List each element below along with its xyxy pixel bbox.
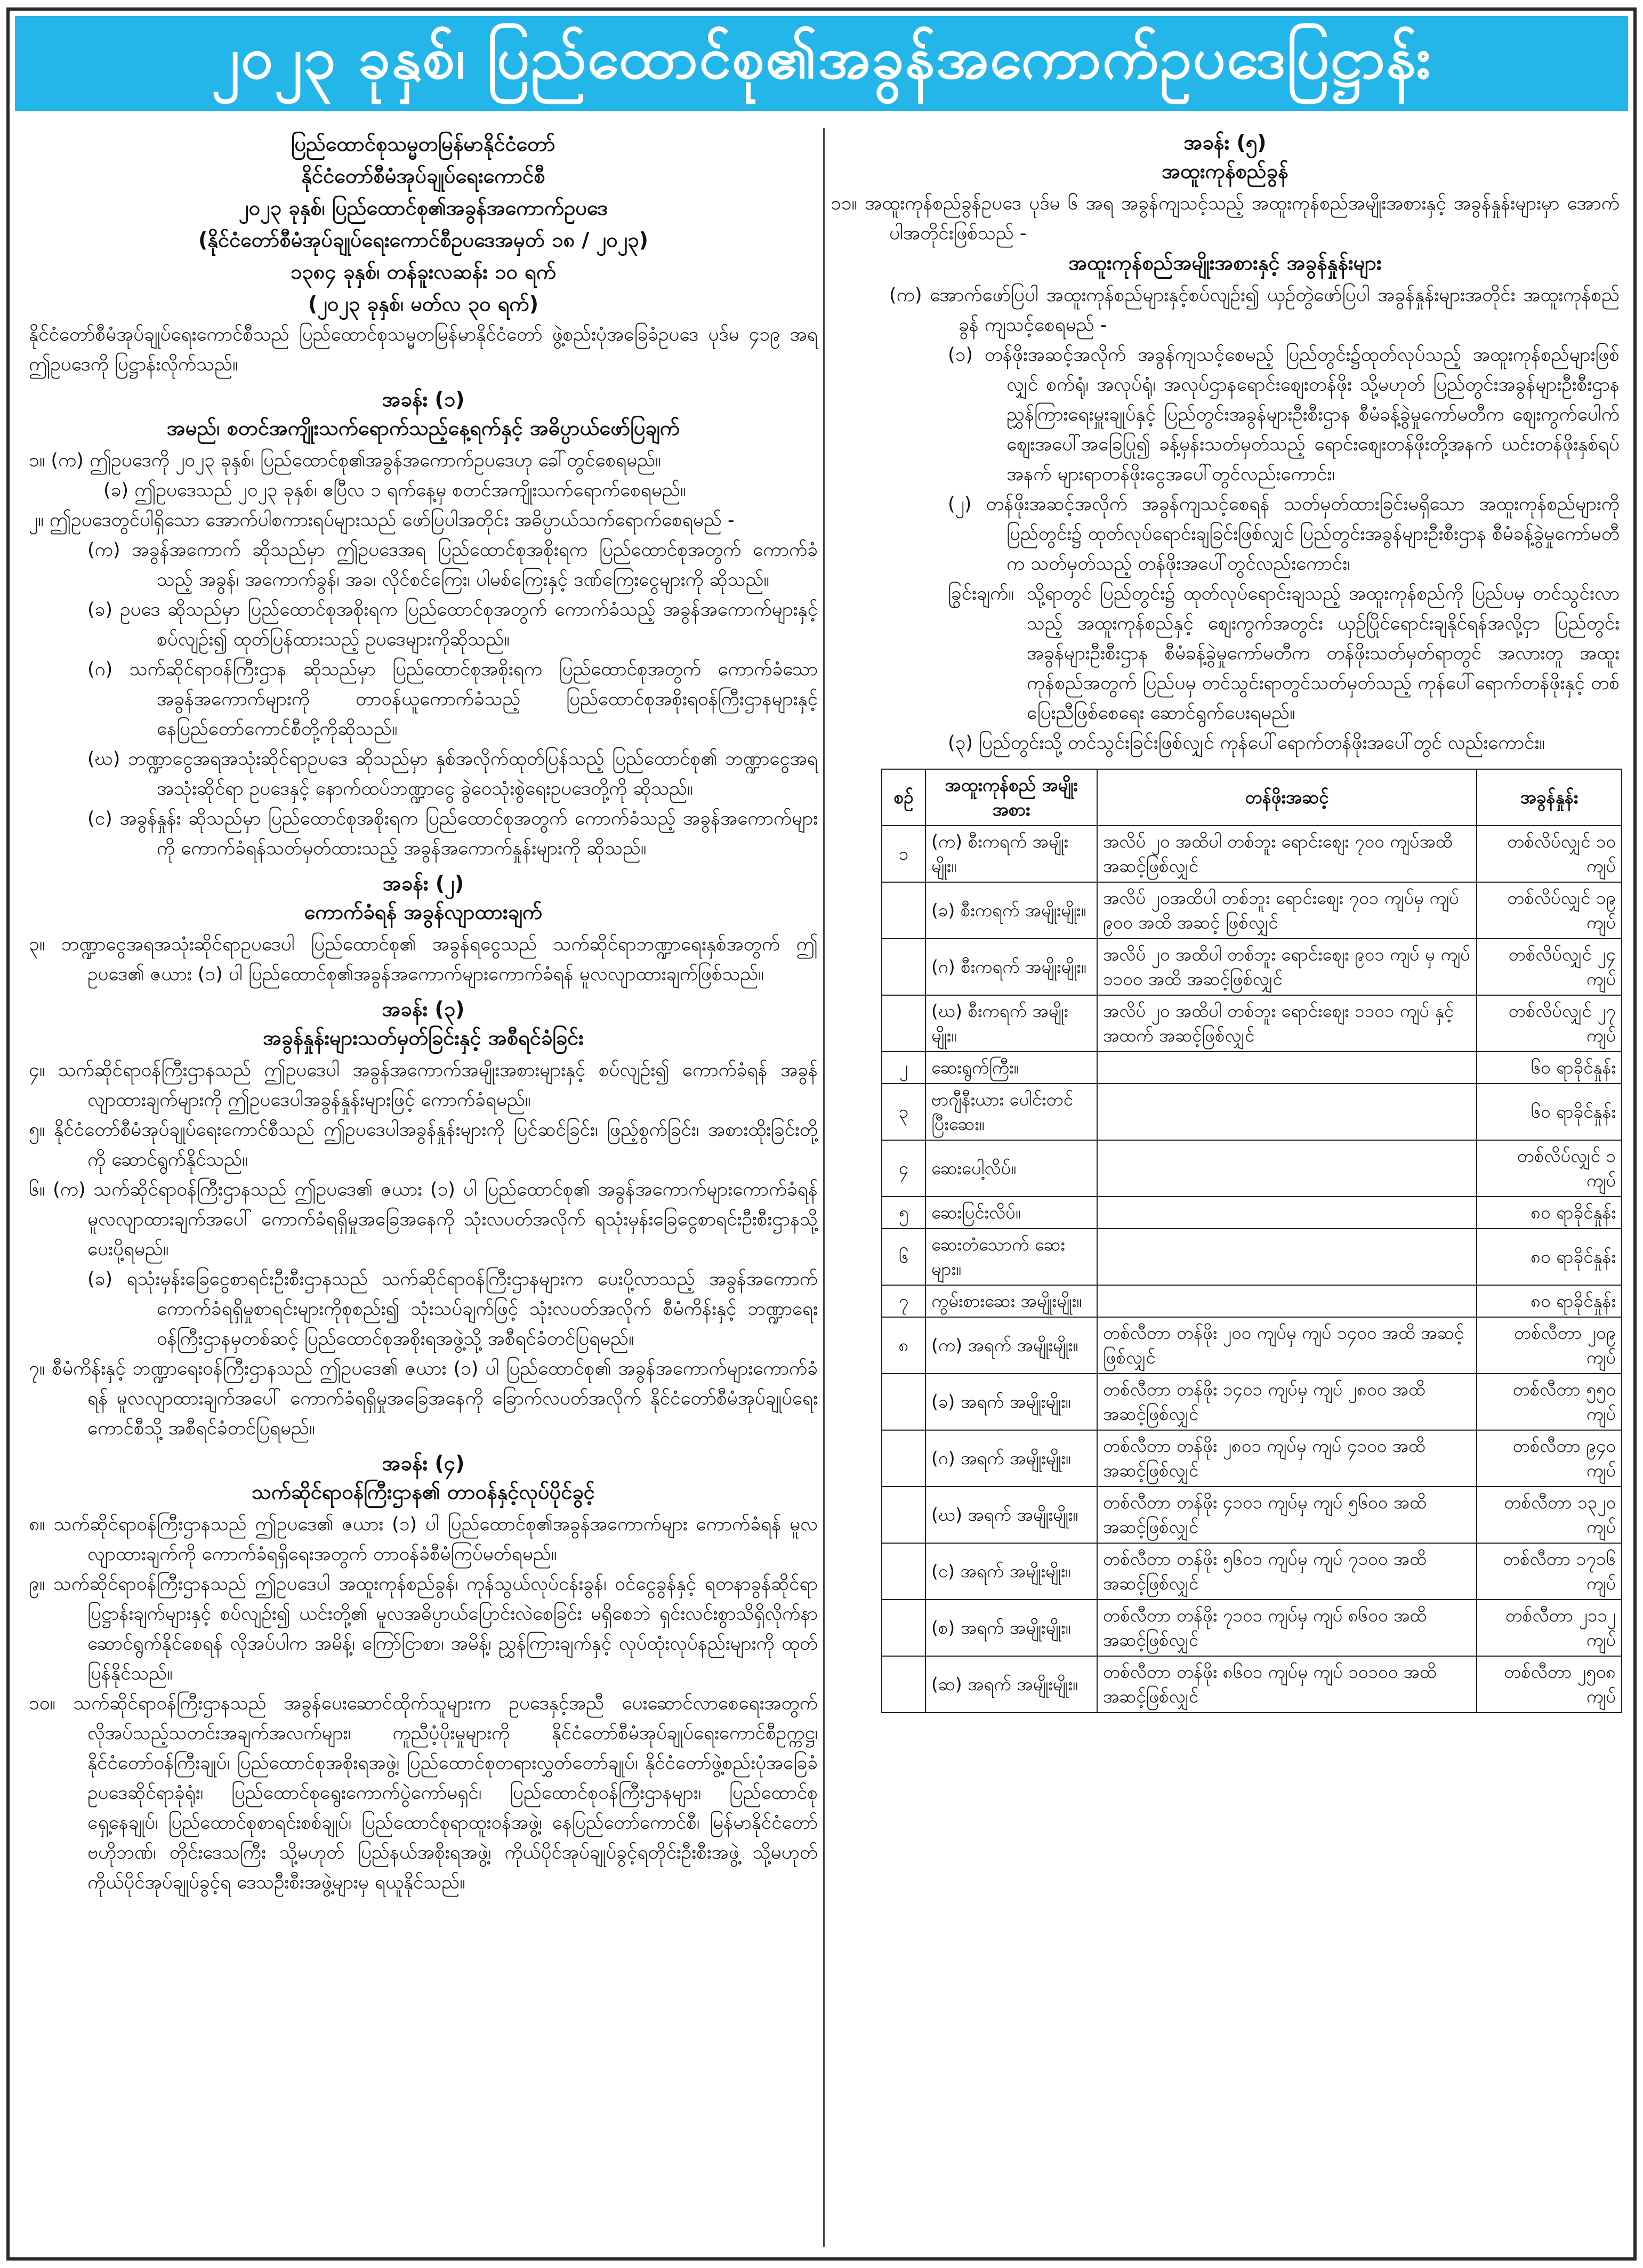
- row-tier: [1097, 1052, 1477, 1084]
- row-item: (ခ) စီးကရက် အမျိုးမျိုး။: [925, 882, 1097, 939]
- row-rate: တစ်လီတာ ၅၅၀ ကျပ်: [1477, 1374, 1622, 1430]
- header-line: ပြည်ထောင်စုသမ္မတမြန်မာနိုင်ငံတော်: [291, 132, 555, 156]
- row-tier: တစ်လီတာ တန်ဖိုး ၇၁၀၁ ကျပ်မှ ကျပ် ၈၆၀၀ အထိ အဆင့်ဖြစ်လျှင်: [1097, 1600, 1477, 1656]
- row-rate: တစ်လိပ်လျှင် ၁၀ ကျပ်: [1477, 826, 1622, 882]
- row-no: [882, 882, 925, 939]
- row-no: ၂: [882, 1052, 925, 1084]
- section-7: ၇။ စီမံကိန်းနှင့် ဘဏ္ဍာရေးဝန်ကြီးဌာနသည် ဤဥပဒေ၏ ဇယား (၁) ပါ ပြည်ထောင်စု၏ အခွန်အကောက်များကောက်ခံရန် မူလလျာထားချက်အပေါ် ကောက်ခံရရှိမှုအခြေအနေကို ခြောက်လပတ်အလိုက် နိုင်ငံတော်စီမံအုပ်ချုပ်ရေးကောင်စီသို့ အစီရင်ခံတင်ပြရမည်။: [29, 1358, 818, 1439]
- row-rate: တစ်လိပ်လျှင် ၁ ကျပ်: [1477, 1140, 1622, 1197]
- row-no: [882, 1543, 925, 1600]
- row-tier: [1097, 1140, 1477, 1197]
- row-tier: တစ်လီတာ တန်ဖိုး ၈၆၀၁ ကျပ်မှ ကျပ် ၁၀၁၀၀ အထိ အဆင့်ဖြစ်လျှင်: [1097, 1656, 1477, 1713]
- row-item: (က) အရက် အမျိုးမျိုး။: [925, 1317, 1097, 1374]
- row-no: ၈: [882, 1317, 925, 1374]
- chapter-subtitle: ကောက်ခံရန် အခွန်လျာထားချက်: [304, 900, 543, 924]
- row-rate: ၈၀ ရာခိုင်နှုန်း: [1477, 1285, 1622, 1317]
- clause-ka-1: (၁) တန်ဖိုးအဆင့်အလိုက် အခွန်ကျသင့်စေမည့် ပြည်တွင်း၌ထုတ်လုပ်သည့် အထူးကုန်စည်များဖြစ်လျှင် စက်ရုံ၊ အလုပ်ရုံ၊ အလုပ်ဌာနရောင်းစျေးတန်ဖိုး သို့မဟုတ် ပြည်တွင်းအခွန်များဦးစီးဌာန ညွှန်ကြားရေးမှူးချုပ်နှင့် ပြည်တွင်းအခွန်များဦးစီးဌာန စီမံခန့်ခွဲမှုကော်မတီက စျေးကွက်ပေါက်စျေးအပေါ်အခြေပြု၍ ခန့်မှန်းသတ်မှတ်သည့် ရောင်းစျေးတန်ဖိုးတို့အနက် ယင်းတန်ဖိုးနှစ်ရပ်အနက် များရာတန်ဖိုးငွေအပေါ်တွင်လည်းကောင်း၊: [948, 344, 1620, 485]
- row-no: [882, 1487, 925, 1543]
- row-tier: တစ်လီတာ တန်ဖိုး ၂၈၀၁ ကျပ်မှ ကျပ် ၄၁၀၀ အထိ အဆင့်ဖြစ်လျှင်: [1097, 1430, 1477, 1487]
- header-line: (၂၀၂၃ ခုနှစ်၊ မတ်လ ၃၀ ရက်): [308, 292, 539, 316]
- chapter-subtitle: အခွန်နှုန်းများသတ်မှတ်ခြင်းနှင့် အစီရင်ခံခြင်း: [263, 1026, 584, 1050]
- row-rate: တစ်လီတာ ၁၇၁၆ ကျပ်: [1477, 1543, 1622, 1600]
- clause-ka: (က) အောက်ဖော်ပြပါ အထူးကုန်စည်များနှင့်စပ်လျဉ်း၍ ယှဉ်တွဲဖော်ပြပါ အခွန်နှုန်းများအတိုင်း အထူးကုန်စည်ခွန် ကျသင့်စေရမည် -: [889, 285, 1620, 336]
- col-header-item: အထူးကုန်စည် အမျိုးအစား: [925, 769, 1097, 826]
- row-rate: တစ်လီတာ ၂၅၀၈ ကျပ်: [1477, 1656, 1622, 1713]
- header-line: နိုင်ငံတော်စီမံအုပ်ချုပ်ရေးကောင်စီ: [301, 164, 545, 188]
- definition-nga: (င) အခွန်နှုန်း ဆိုသည်မှာ ပြည်ထောင်စုအစိုးရက ပြည်ထောင်စုအတွက် ကောက်ခံသည့် အခွန်အကောက်များကို ကောက်ခံရန်သတ်မှတ်ထားသည့် အခွန်အကောက်နှုန်းများကို ဆိုသည်။: [87, 808, 818, 859]
- table-row: [882, 1487, 1622, 1543]
- section-6b: (ခ) ရသုံးမှန်းခြေငွေစာရင်းဦးစီးဌာနသည် သက်ဆိုင်ရာဝန်ကြီးဌာနများက ပေးပို့လာသည့် အခွန်အကောက် ကောက်ခံရရှိမှုစာရင်းများကိုစုစည်း၍ သုံးသပ်ချက်ဖြင့် သုံးလပတ်အလိုက် စီမံကိန်းနှင့် ဘဏ္ဍာရေးဝန်ကြီးဌာနမှတစ်ဆင့် ပြည်ထောင်စုအစိုးရအဖွဲ့သို့ အစီရင်ခံတင်ပြရမည်။: [87, 1269, 818, 1350]
- header-line: ၁၃၈၄ ခုနှစ်၊ တန်ခူးလဆန်း ၁၀ ရက်: [290, 260, 557, 284]
- row-no: [882, 1430, 925, 1487]
- row-item: (စ) အရက် အမျိုးမျိုး။: [925, 1600, 1097, 1656]
- row-no: [882, 1656, 925, 1713]
- row-tier: [1097, 1197, 1477, 1229]
- table-row: [882, 1600, 1622, 1656]
- table-row: [882, 995, 1622, 1052]
- row-item: (ဂ) စီးကရက် အမျိုးမျိုး။: [925, 939, 1097, 995]
- row-item: ကွမ်းစားဆေး အမျိုးမျိုး။: [925, 1285, 1097, 1317]
- chapter-title: အခန်း (၅): [1183, 131, 1267, 154]
- notice-page: [6, 7, 1637, 2261]
- table-row: [882, 1140, 1622, 1197]
- row-no: ၁: [882, 826, 925, 882]
- row-rate: ၆၀ ရာခိုင်နှုန်း: [1477, 1084, 1622, 1140]
- chapter-title: အခန်း (၃): [382, 997, 465, 1021]
- subsection-title: အထူးကုန်စည်အမျိုးအစားနှင့် အခွန်နှုန်းများ: [1068, 251, 1382, 275]
- table-row: [882, 1229, 1622, 1285]
- chapter-title: အခန်း (၁): [382, 388, 465, 411]
- column-divider: [823, 128, 825, 2247]
- proviso-text: သို့ရာတွင် ပြည်တွင်း၌ ထုတ်လုပ်ရောင်းချသည့် အထူးကုန်စည်ကို ပြည်ပမှ တင်သွင်းလာသည့် အထူးကုန်စည်နှင့် စျေးကွက်အတွင်း ယှဉ်ပြိုင်ရောင်းချနိုင်ရန်အလို့ငှာ ပြည်တွင်းအခွန်များဦးစီးဌာန စီမံခန့်ခွဲမှုကော်မတီက တန်ဖိုးသတ်မှတ်ရာတွင် အလားတူ အထူးကုန်စည်အတွက် ပြည်ပမှ တင်သွင်းရာတွင်သတ်မှတ်သည့် ကုန်ပေါ်ရောက်တန်ဖိုးနှင့် တစ်ပြေးညီဖြစ်စေရေး ဆောင်ရွက်ပေးရမည်။: [1026, 583, 1620, 724]
- right-column: [831, 128, 1620, 2251]
- section-6a: ၆။ (က) သက်ဆိုင်ရာဝန်ကြီးဌာနသည် ဤဥပဒေ၏ ဇယား (၁) ပါ ပြည်ထောင်စု၏ အခွန်အကောက်များကောက်ခံရန် မူလလျာထားချက်အပေါ် ကောက်ခံရရှိမှုအခြေအနေကို သုံးလပတ်အလိုက် ရသုံးမှန်းခြေငွေစာရင်းဦးစီးဌာနသို့ ပေးပို့ရမည်။: [29, 1179, 818, 1260]
- row-rate: တစ်လီတာ ၂၁၁၂ ကျပ်: [1477, 1600, 1622, 1656]
- row-rate: ၈၀ ရာခိုင်နှုန်း: [1477, 1197, 1622, 1229]
- section-8: ၈။ သက်ဆိုင်ရာဝန်ကြီးဌာနသည် ဤဥပဒေ၏ ဇယား (၁) ပါ ပြည်ထောင်စု၏အခွန်အကောက်များ ကောက်ခံရန် မူလလျာထားချက်ကို ကောက်ခံရရှိရေးအတွက် တာဝန်ခံစီမံကြပ်မတ်ရမည်။: [29, 1514, 818, 1565]
- row-item: ဆေးပြင်းလိပ်။: [925, 1197, 1097, 1229]
- row-item: (ခ) အရက် အမျိုးမျိုး။: [925, 1374, 1097, 1430]
- chapter-subtitle: အထူးကုန်စည်ခွန်: [1162, 159, 1288, 183]
- table-row: [882, 1052, 1622, 1084]
- table-row: [882, 1285, 1622, 1317]
- clause-ka-2: (၂) တန်ဖိုးအဆင့်အလိုက် အခွန်ကျသင့်စေရန် သတ်မှတ်ထားခြင်းမရှိသော အထူးကုန်စည်များကို ပြည်တွင်း၌ ထုတ်လုပ်ရောင်းချခြင်းဖြစ်လျှင် ပြည်တွင်းအခွန်များဦးစီးဌာန စီမံခန့်ခွဲမှုကော်မတီက သတ်မှတ်သည့် တန်ဖိုးအပေါ်တွင်လည်းကောင်း၊: [948, 494, 1620, 575]
- table-row: [882, 826, 1622, 882]
- row-tier: တစ်လီတာ တန်ဖိုး ၂၀၀ ကျပ်မှ ကျပ် ၁၄၀၀ အထိ အဆင့်ဖြစ်လျှင်: [1097, 1317, 1477, 1374]
- table-row: [882, 1656, 1622, 1713]
- definition-kha: (ခ) ဥပဒေ ဆိုသည်မှာ ပြည်ထောင်စုအစိုးရက ပြည်ထောင်စုအတွက် ကောက်ခံသည့် အခွန်အကောက်များနှင့်စပ်လျဉ်း၍ ထုတ်ပြန်ထားသည့် ဥပဒေများကိုဆိုသည်။: [87, 599, 818, 650]
- col-header-no: စဉ်: [882, 769, 925, 826]
- excise-rate-table: [881, 769, 1622, 1713]
- law-title: ၂၀၂၃ ခုနှစ်၊ ပြည်ထောင်စု၏အခွန်အကောက်ဥပဒေပြဋ္ဌာန်း: [211, 25, 1432, 92]
- row-tier: [1097, 1084, 1477, 1140]
- row-rate: တစ်လီတာ ၉၄၀ ကျပ်: [1477, 1430, 1622, 1487]
- section-11: ၁၁။ အထူးကုန်စည်ခွန်ဥပဒေ ပုဒ်မ ၆ အရ အခွန်ကျသင့်သည့် အထူးကုန်စည်အမျိုးအစားနှင့် အခွန်နှုန်းများမှာ အောက်ပါအတိုင်းဖြစ်သည် -: [831, 193, 1620, 244]
- row-item: (ဃ) အရက် အမျိုးမျိုး။: [925, 1487, 1097, 1543]
- row-item: (င) အရက် အမျိုးမျိုး။: [925, 1543, 1097, 1600]
- row-no: [882, 1374, 925, 1430]
- table-body: [882, 826, 1622, 1713]
- clause-ka-3: (၃) ပြည်တွင်းသို့ တင်သွင်းခြင်းဖြစ်လျှင် ကုန်ပေါ်ရောက်တန်ဖိုးအပေါ်တွင် လည်းကောင်း။: [948, 732, 1545, 754]
- section-10: ၁၀။ သက်ဆိုင်ရာဝန်ကြီးဌာနသည် အခွန်ပေးဆောင်ထိုက်သူများက ဥပဒေနှင့်အညီ ပေးဆောင်လာစေရေးအတွက် လိုအပ်သည့်သတင်းအချက်အလက်များ၊ ကူညီပံ့ပိုးမှုများကို နိုင်ငံတော်စီမံအုပ်ချုပ်ရေးကောင်စီဥက္ကဋ္ဌ၊ နိုင်ငံတော်ဝန်ကြီးချုပ်၊ ပြည်ထောင်စုအစိုးရအဖွဲ့၊ ပြည်ထောင်စုတရားလွှတ်တော်ချုပ်၊ နိုင်ငံတော်ဖွဲ့စည်းပုံအခြေခံဥပဒေဆိုင်ရာခုံရုံး၊ ပြည်ထောင်စုရွေးကောက်ပွဲကော်မရှင်၊ ပြည်ထောင်စုဝန်ကြီးဌာနများ၊ ပြည်ထောင်စုရှေ့နေချုပ်၊ ပြည်ထောင်စုစာရင်းစစ်ချုပ်၊ ပြည်ထောင်စုရာထူးဝန်အဖွဲ့၊ နေပြည်တော်ကောင်စီ၊ မြန်မာနိုင်ငံတော်ဗဟိုဘဏ်၊ တိုင်းဒေသကြီး သို့မဟုတ် ပြည်နယ်အစိုးရအဖွဲ့၊ ကိုယ်ပိုင်အုပ်ချုပ်ခွင့်ရတိုင်းဦးစီးအဖွဲ့ သို့မဟုတ် ကိုယ်ပိုင်အုပ်ချုပ်ခွင့်ရ ဒေသဦးစီးအဖွဲ့များမှ ရယူနိုင်သည်။: [29, 1693, 818, 1893]
- header-line: ၂၀၂၃ ခုနှစ်၊ ပြည်ထောင်စု၏အခွန်အကောက်ဥပဒေ: [238, 196, 608, 220]
- row-item: ဆေးပေါ့လိပ်။: [925, 1140, 1097, 1197]
- proviso: [831, 579, 1620, 728]
- chapter-subtitle: သက်ဆိုင်ရာဝန်ကြီးဌာန၏ တာဝန်နှင့်လုပ်ပိုင်ခွင့်: [252, 1480, 595, 1504]
- row-tier: တစ်လီတာ တန်ဖိုး ၁၄၀၁ ကျပ်မှ ကျပ် ၂၈၀၀ အထိ အဆင့်ဖြစ်လျှင်: [1097, 1374, 1477, 1430]
- chapter-title: အခန်း (၄): [382, 1451, 465, 1475]
- proviso-label: ခြွင်းချက်။: [948, 583, 1014, 604]
- row-tier: တစ်လီတာ တန်ဖိုး ၄၁၀၁ ကျပ်မှ ကျပ် ၅၆၀၀ အထိ အဆင့်ဖြစ်လျှင်: [1097, 1487, 1477, 1543]
- section-1a: ၁။ (က) ဤဥပဒေကို ၂၀၂၃ ခုနှစ်၊ ပြည်ထောင်စု၏အခွန်အကောက်ဥပဒေဟု ခေါ်တွင်စေရမည်။: [29, 450, 661, 471]
- row-no: ၇: [882, 1285, 925, 1317]
- section-2: ၂။ ဤဥပဒေတွင်ပါရှိသော အောက်ပါစကားရပ်များသည် ဖော်ပြပါအတိုင်း အဓိပ္ပာယ်သက်ရောက်စေရမည် -: [29, 510, 735, 531]
- definition-ka: (က) အခွန်အကောက် ဆိုသည်မှာ ဤဥပဒေအရ ပြည်ထောင်စုအစိုးရက ပြည်ထောင်စုအတွက် ကောက်ခံသည့် အခွန်၊ အကောက်ခွန်၊ အခ၊ လိုင်စင်ကြေး၊ ပါမစ်ကြေးနှင့် ဒဏ်ကြေးငွေများကို ဆိုသည်။: [87, 539, 818, 591]
- row-no: ၃: [882, 1084, 925, 1140]
- row-tier: တစ်လီတာ တန်ဖိုး ၅၆၀၁ ကျပ်မှ ကျပ် ၇၁၀၀ အထိ အဆင့်ဖြစ်လျှင်: [1097, 1543, 1477, 1600]
- table-row: [882, 1197, 1622, 1229]
- section-4: ၄။ သက်ဆိုင်ရာဝန်ကြီးဌာနသည် ဤဥပဒေပါ အခွန်အကောက်အမျိုးအစားများနှင့် စပ်လျဉ်း၍ ကောက်ခံရန် အခွန်လျာထားချက်များကို ဤဥပဒေပါအခွန်နှုန်းများဖြင့် ကောက်ခံရမည်။: [29, 1060, 818, 1111]
- definition-ga: (ဂ) သက်ဆိုင်ရာဝန်ကြီးဌာန ဆိုသည်မှာ ပြည်ထောင်စုအစိုးရက ပြည်ထောင်စုအတွက် ကောက်ခံသော အခွန်အကောက်များကို တာဝန်ယူကောက်ခံသည့် ပြည်ထောင်စုအစိုးရဝန်ကြီးဌာနများနှင့် နေပြည်တော်ကောင်စီတို့ကိုဆိုသည်။: [87, 659, 818, 740]
- row-item: (ဂ) အရက် အမျိုးမျိုး။: [925, 1430, 1097, 1487]
- table-row: [882, 1543, 1622, 1600]
- table-header-row: [882, 769, 1622, 826]
- row-rate: တစ်လီတာ ၁၃၂၀ ကျပ်: [1477, 1487, 1622, 1543]
- definition-gha: (ဃ) ဘဏ္ဍာငွေအရအသုံးဆိုင်ရာဥပဒေ ဆိုသည်မှာ နှစ်အလိုက်ထုတ်ပြန်သည့် ပြည်ထောင်စု၏ ဘဏ္ဍာငွေအရအသုံးဆိုင်ရာ ဥပဒေနှင့် နောက်ထပ်ဘဏ္ဍာငွေ ခွဲဝေသုံးစွဲရေးဥပဒေတို့ကို ဆိုသည်။: [87, 748, 818, 800]
- row-tier: အလိပ် ၂၀ အထိပါ တစ်ဘူး ရောင်းစျေး ၉၀၁ ကျပ် မှ ကျပ် ၁၁၀၀ အထိ အဆင့်ဖြစ်လျှင်: [1097, 939, 1477, 995]
- row-tier: [1097, 1229, 1477, 1285]
- preamble: နိုင်ငံတော်စီမံအုပ်ချုပ်ရေးကောင်စီသည် ပြည်ထောင်စုသမ္မတမြန်မာနိုင်ငံတော် ဖွဲ့စည်းပုံအခြေခံဥပဒေ ပုဒ်မ ၄၁၉ အရ ဤဥပဒေကို ပြဋ္ဌာန်းလိုက်သည်။: [29, 324, 818, 375]
- table-row: [882, 1317, 1622, 1374]
- row-no: [882, 1600, 925, 1656]
- row-tier: အလိပ် ၂၀ အထိပါ တစ်ဘူး ရောင်းစျေး ၇၀၀ ကျပ်အထိ အဆင့်ဖြစ်လျှင်: [1097, 826, 1477, 882]
- row-item: (ဃ) စီးကရက် အမျိုးမျိုး။: [925, 995, 1097, 1052]
- row-rate: တစ်လိပ်လျှင် ၂၄ ကျပ်: [1477, 939, 1622, 995]
- row-rate: ၈၀ ရာခိုင်နှုန်း: [1477, 1229, 1622, 1285]
- section-9: ၉။ သက်ဆိုင်ရာဝန်ကြီးဌာနသည် ဤဥပဒေပါ အထူးကုန်စည်ခွန်၊ ကုန်သွယ်လုပ်ငန်းခွန်၊ ဝင်ငွေခွန်နှင့် ရတနာခွန်ဆိုင်ရာပြဋ္ဌာန်းချက်များနှင့် စပ်လျဉ်း၍ ယင်းတို့၏ မူလအဓိပ္ပာယ်ပြောင်းလဲစေခြင်း မရှိစေဘဲ ရှင်းလင်းစွာသိရှိလိုက်နာဆောင်ရွက်နိုင်စေရန် လိုအပ်ပါက အမိန့်၊ ကြော်ငြာစာ၊ အမိန့်၊ ညွှန်ကြားချက်နှင့် လုပ်ထုံးလုပ်နည်းများကို ထုတ်ပြန်နိုင်သည်။: [29, 1573, 818, 1684]
- row-item: (က) စီးကရက် အမျိုးမျိုး။: [925, 826, 1097, 882]
- chapter-title: အခန်း (၂): [382, 871, 464, 895]
- section-1b: (ခ) ဤဥပဒေသည် ၂၀၂၃ ခုနှစ်၊ ဧပြီလ ၁ ရက်နေ့မှ စတင်အကျိုးသက်ရောက်စေရမည်။: [103, 480, 686, 501]
- row-no: ၄: [882, 1140, 925, 1197]
- col-header-tier: တန်ဖိုးအဆင့်: [1097, 769, 1477, 826]
- row-no: ၆: [882, 1229, 925, 1285]
- row-tier: [1097, 1285, 1477, 1317]
- row-no: [882, 995, 925, 1052]
- row-item: ဆေးရွက်ကြီး။: [925, 1052, 1097, 1084]
- row-rate: ၆၀ ရာခိုင်နှုန်း: [1477, 1052, 1622, 1084]
- table-row: [882, 1374, 1622, 1430]
- table-row: [882, 882, 1622, 939]
- table-row: [882, 939, 1622, 995]
- row-item: ဆေးတံသောက် ဆေးများ။: [925, 1229, 1097, 1285]
- row-item: ဗာဂျီနီးယား ပေါင်းတင်ပြီးဆေး။: [925, 1084, 1097, 1140]
- row-rate: တစ်လီတာ ၂၀၉ ကျပ်: [1477, 1317, 1622, 1374]
- row-tier: အလိပ် ၂၀အထိပါ တစ်ဘူး ရောင်းစျေး ၇၀၁ ကျပ်မှ ကျပ် ၉၀၀ အထိ အဆင့် ဖြစ်လျှင်: [1097, 882, 1477, 939]
- row-no: ၅: [882, 1197, 925, 1229]
- table-row: [882, 1430, 1622, 1487]
- section-5: ၅။ နိုင်ငံတော်စီမံအုပ်ချုပ်ရေးကောင်စီသည် ဤဥပဒေပါအခွန်နှုန်းများကို ပြင်ဆင်ခြင်း၊ ဖြည့်စွက်ခြင်း၊ အစားထိုးခြင်းတို့ကို ဆောင်ရွက်နိုင်သည်။: [29, 1119, 818, 1171]
- chapter-subtitle: အမည်၊ စတင်အကျိုးသက်ရောက်သည့်နေ့ရက်နှင့် အဓိပ္ပာယ်ဖော်ပြချက်: [166, 416, 680, 440]
- row-rate: တစ်လိပ်လျှင် ၁၉ ကျပ်: [1477, 882, 1622, 939]
- section-3: ၃။ ဘဏ္ဍာငွေအရအသုံးဆိုင်ရာဥပဒေပါ ပြည်ထောင်စု၏ အခွန်ရငွေသည် သက်ဆိုင်ရာဘဏ္ဍာရေးနှစ်အတွက် ဤဥပဒေ၏ ဇယား (၁) ပါ ပြည်ထောင်စု၏အခွန်အကောက်များကောက်ခံရန် မူလလျာထားချက်ဖြစ်သည်။: [29, 934, 818, 985]
- row-rate: တစ်လိပ်လျှင် ၂၇ ကျပ်: [1477, 995, 1622, 1052]
- row-no: [882, 939, 925, 995]
- header-line: (နိုင်ငံတော်စီမံအုပ်ချုပ်ရေးကောင်စီဥပဒေအမှတ် ၁၈ / ၂၀၂၃): [198, 228, 648, 252]
- table-row: [882, 1084, 1622, 1140]
- col-header-rate: အခွန်နှုန်း: [1477, 769, 1622, 826]
- left-column: [29, 128, 818, 2251]
- title-banner: [15, 16, 1628, 111]
- row-item: (ဆ) အရက် အမျိုးမျိုး။: [925, 1656, 1097, 1713]
- row-tier: အလိပ် ၂၀ အထိပါ တစ်ဘူး ရောင်းစျေး ၁၁၀၁ ကျပ် နှင့်အထက် အဆင့်ဖြစ်လျှင်: [1097, 995, 1477, 1052]
